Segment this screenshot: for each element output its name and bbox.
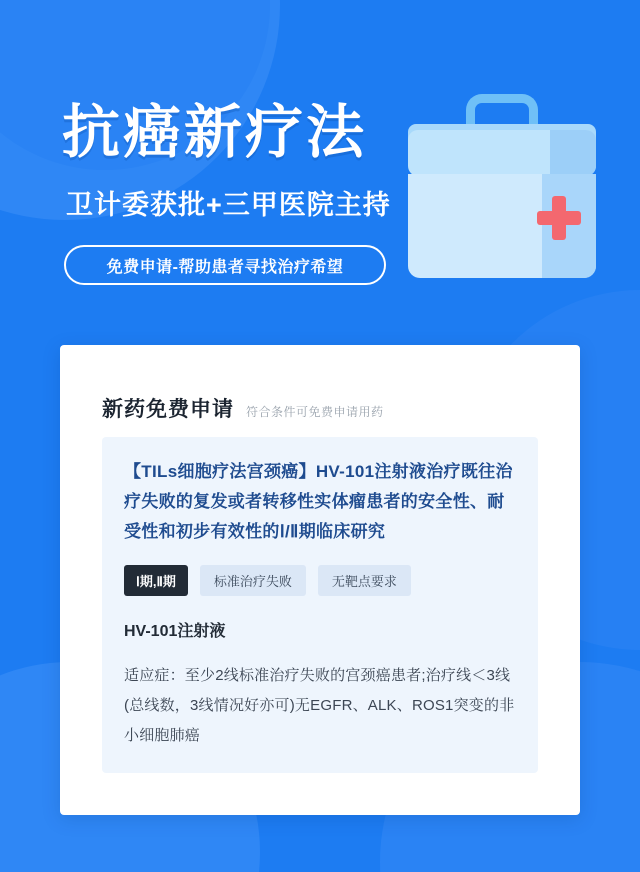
card-header bbox=[102, 393, 384, 423]
application-card bbox=[60, 345, 580, 815]
red-cross-icon-horizontal bbox=[537, 211, 581, 225]
card-subtitle-note: 符合条件可免费申请用药 bbox=[246, 405, 384, 419]
card-title: 新药免费申请 bbox=[102, 398, 234, 421]
hero-title: 抗癌新疗法 bbox=[62, 100, 368, 165]
trial-info-block[interactable] bbox=[102, 437, 538, 773]
trial-title: 【TILs细胞疗法宫颈癌】HV-101注射液治疗既往治疗失败的复发或者转移性实体瘤患者的安全性、耐受性和初步有效性的Ⅰ/Ⅱ期临床研究 bbox=[124, 462, 513, 541]
free-application-button[interactable]: 免费申请-帮助患者寻找治疗希望 bbox=[64, 245, 386, 285]
trial-target-tag[interactable]: 无靶点要求 bbox=[318, 565, 411, 596]
medical-kit-icon bbox=[392, 78, 612, 288]
hero-subtitle: 卫计委获批+三甲医院主持 bbox=[66, 190, 391, 220]
trial-tag-row bbox=[124, 565, 516, 596]
trial-phase-tag[interactable]: Ⅰ期,Ⅱ期 bbox=[124, 565, 188, 596]
medical-kit-body-side bbox=[542, 174, 596, 278]
hero-banner bbox=[0, 0, 640, 340]
indication-text: 适应症：至少2线标准治疗失败的宫颈癌患者;治疗线＜3线(总线数，3线情况好亦可)无EGFR、ALK、ROS1突变的非小细胞肺癌 bbox=[124, 667, 515, 744]
medical-kit-lid-side bbox=[550, 130, 596, 176]
drug-name: HV-101注射液 bbox=[124, 623, 226, 640]
trial-condition-tag[interactable]: 标准治疗失败 bbox=[200, 565, 306, 596]
